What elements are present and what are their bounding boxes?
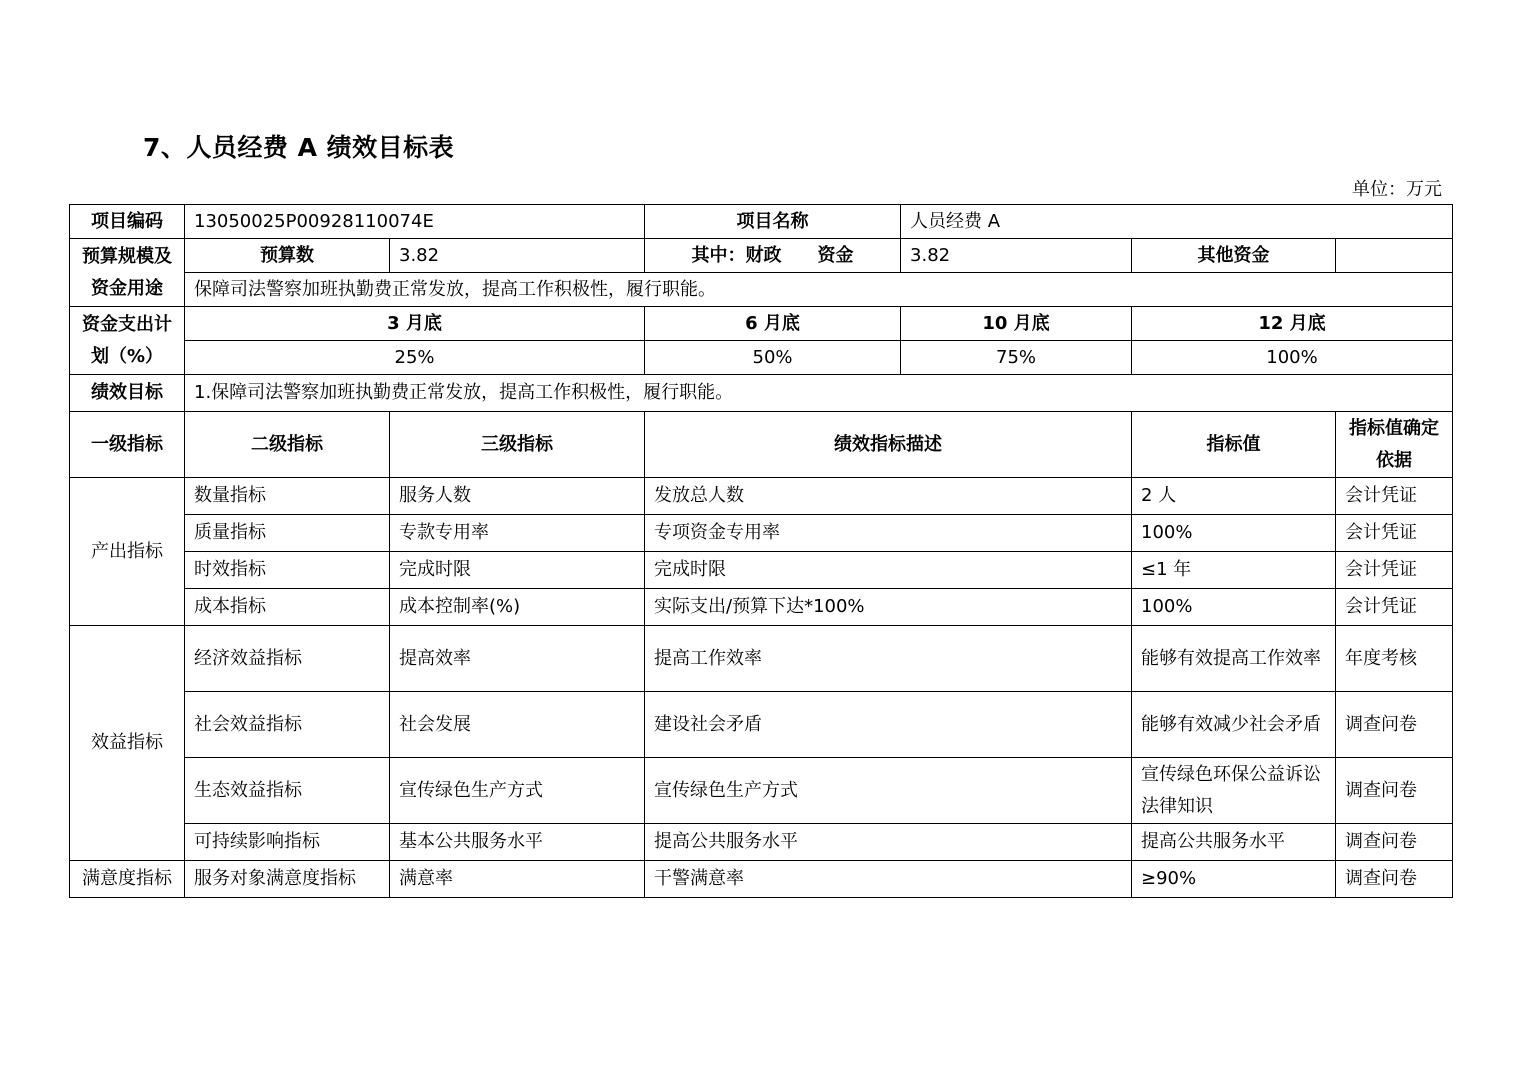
level3-cell: 满意率 — [390, 861, 645, 898]
performance-table — [69, 204, 1453, 898]
value-cell: 100% — [1132, 515, 1336, 552]
value-cell: 宣传绿色环保公益诉讼法律知识 — [1132, 758, 1336, 824]
other-funds-label: 其他资金 — [1132, 239, 1336, 273]
basis-cell: 会计凭证 — [1336, 552, 1453, 589]
header-level2: 二级指标 — [185, 412, 390, 478]
goal-text: 1.保障司法警察加班执勤费正常发放，提高工作积极性，履行职能。 — [185, 375, 1453, 412]
plan-value-row — [70, 341, 1453, 375]
desc-cell: 建设社会矛盾 — [645, 692, 1132, 758]
basis-cell: 会计凭证 — [1336, 515, 1453, 552]
group-name: 产出指标 — [70, 478, 185, 626]
level2-cell: 经济效益指标 — [185, 626, 390, 692]
unit-label: 单位：万元 — [1352, 179, 1442, 200]
table-row — [70, 478, 1453, 515]
desc-cell: 专项资金专用率 — [645, 515, 1132, 552]
desc-cell: 提高公共服务水平 — [645, 824, 1132, 861]
table-row — [70, 515, 1453, 552]
header-level1: 一级指标 — [70, 412, 185, 478]
level2-cell: 数量指标 — [185, 478, 390, 515]
plan-period: 3 月底 — [185, 307, 645, 341]
basis-cell: 调查问卷 — [1336, 824, 1453, 861]
level3-cell: 成本控制率(%) — [390, 589, 645, 626]
plan-value: 75% — [901, 341, 1132, 375]
goal-label: 绩效目标 — [70, 375, 185, 412]
table-row — [70, 861, 1453, 898]
plan-value: 100% — [1132, 341, 1453, 375]
level3-cell: 完成时限 — [390, 552, 645, 589]
header-desc: 绩效指标描述 — [645, 412, 1132, 478]
plan-row-label: 资金支出计划（%） — [70, 307, 185, 375]
level2-cell: 生态效益指标 — [185, 758, 390, 824]
value-cell: 提高公共服务水平 — [1132, 824, 1336, 861]
project-name-label: 项目名称 — [645, 205, 901, 239]
plan-period: 12 月底 — [1132, 307, 1453, 341]
budget-value: 3.82 — [390, 239, 645, 273]
basis-cell: 会计凭证 — [1336, 589, 1453, 626]
level3-cell: 服务人数 — [390, 478, 645, 515]
level2-cell: 社会效益指标 — [185, 692, 390, 758]
value-cell: ≤1 年 — [1132, 552, 1336, 589]
table-row — [70, 589, 1453, 626]
level3-cell: 提高效率 — [390, 626, 645, 692]
table-row — [70, 758, 1453, 824]
table-row — [70, 692, 1453, 758]
plan-period: 10 月底 — [901, 307, 1132, 341]
basis-cell: 调查问卷 — [1336, 692, 1453, 758]
level2-cell: 可持续影响指标 — [185, 824, 390, 861]
table-row — [70, 626, 1453, 692]
basis-cell: 会计凭证 — [1336, 478, 1453, 515]
level3-cell: 基本公共服务水平 — [390, 824, 645, 861]
project-row — [70, 205, 1453, 239]
budget-row — [70, 239, 1453, 273]
budget-label: 预算数 — [185, 239, 390, 273]
goal-row — [70, 375, 1453, 412]
value-cell: ≥90% — [1132, 861, 1336, 898]
basis-cell: 调查问卷 — [1336, 861, 1453, 898]
project-code-value: 13050025P00928110074E — [185, 205, 645, 239]
table-row — [70, 824, 1453, 861]
group-name: 满意度指标 — [70, 861, 185, 898]
usage-row — [70, 273, 1453, 307]
other-funds-value — [1336, 239, 1453, 273]
desc-cell: 发放总人数 — [645, 478, 1132, 515]
value-cell: 能够有效减少社会矛盾 — [1132, 692, 1336, 758]
project-name-value: 人员经费 A — [901, 205, 1453, 239]
level2-cell: 服务对象满意度指标 — [185, 861, 390, 898]
desc-cell: 宣传绿色生产方式 — [645, 758, 1132, 824]
level2-cell: 成本指标 — [185, 589, 390, 626]
level3-cell: 社会发展 — [390, 692, 645, 758]
header-value: 指标值 — [1132, 412, 1336, 478]
indicator-header-row — [70, 412, 1453, 478]
header-level3: 三级指标 — [390, 412, 645, 478]
plan-value: 25% — [185, 341, 645, 375]
level3-cell: 专款专用率 — [390, 515, 645, 552]
plan-value: 50% — [645, 341, 901, 375]
plan-period: 6 月底 — [645, 307, 901, 341]
desc-cell: 完成时限 — [645, 552, 1132, 589]
usage-text: 保障司法警察加班执勤费正常发放，提高工作积极性，履行职能。 — [185, 273, 1453, 307]
desc-cell: 提高工作效率 — [645, 626, 1132, 692]
page-title: 7、人员经费 A 绩效目标表 — [143, 133, 455, 162]
desc-cell: 实际支出/预算下达*100% — [645, 589, 1132, 626]
level2-cell: 时效指标 — [185, 552, 390, 589]
level3-cell: 宣传绿色生产方式 — [390, 758, 645, 824]
table-row — [70, 552, 1453, 589]
group-name: 效益指标 — [70, 626, 185, 861]
project-code-label: 项目编码 — [70, 205, 185, 239]
budget-row-label: 预算规模及资金用途 — [70, 239, 185, 307]
finance-label: 其中：财政 资金 — [645, 239, 901, 273]
value-cell: 100% — [1132, 589, 1336, 626]
value-cell: 能够有效提高工作效率 — [1132, 626, 1336, 692]
plan-period-row — [70, 307, 1453, 341]
basis-cell: 年度考核 — [1336, 626, 1453, 692]
desc-cell: 干警满意率 — [645, 861, 1132, 898]
value-cell: 2 人 — [1132, 478, 1336, 515]
finance-value: 3.82 — [901, 239, 1132, 273]
basis-cell: 调查问卷 — [1336, 758, 1453, 824]
header-basis: 指标值确定依据 — [1336, 412, 1453, 478]
level2-cell: 质量指标 — [185, 515, 390, 552]
